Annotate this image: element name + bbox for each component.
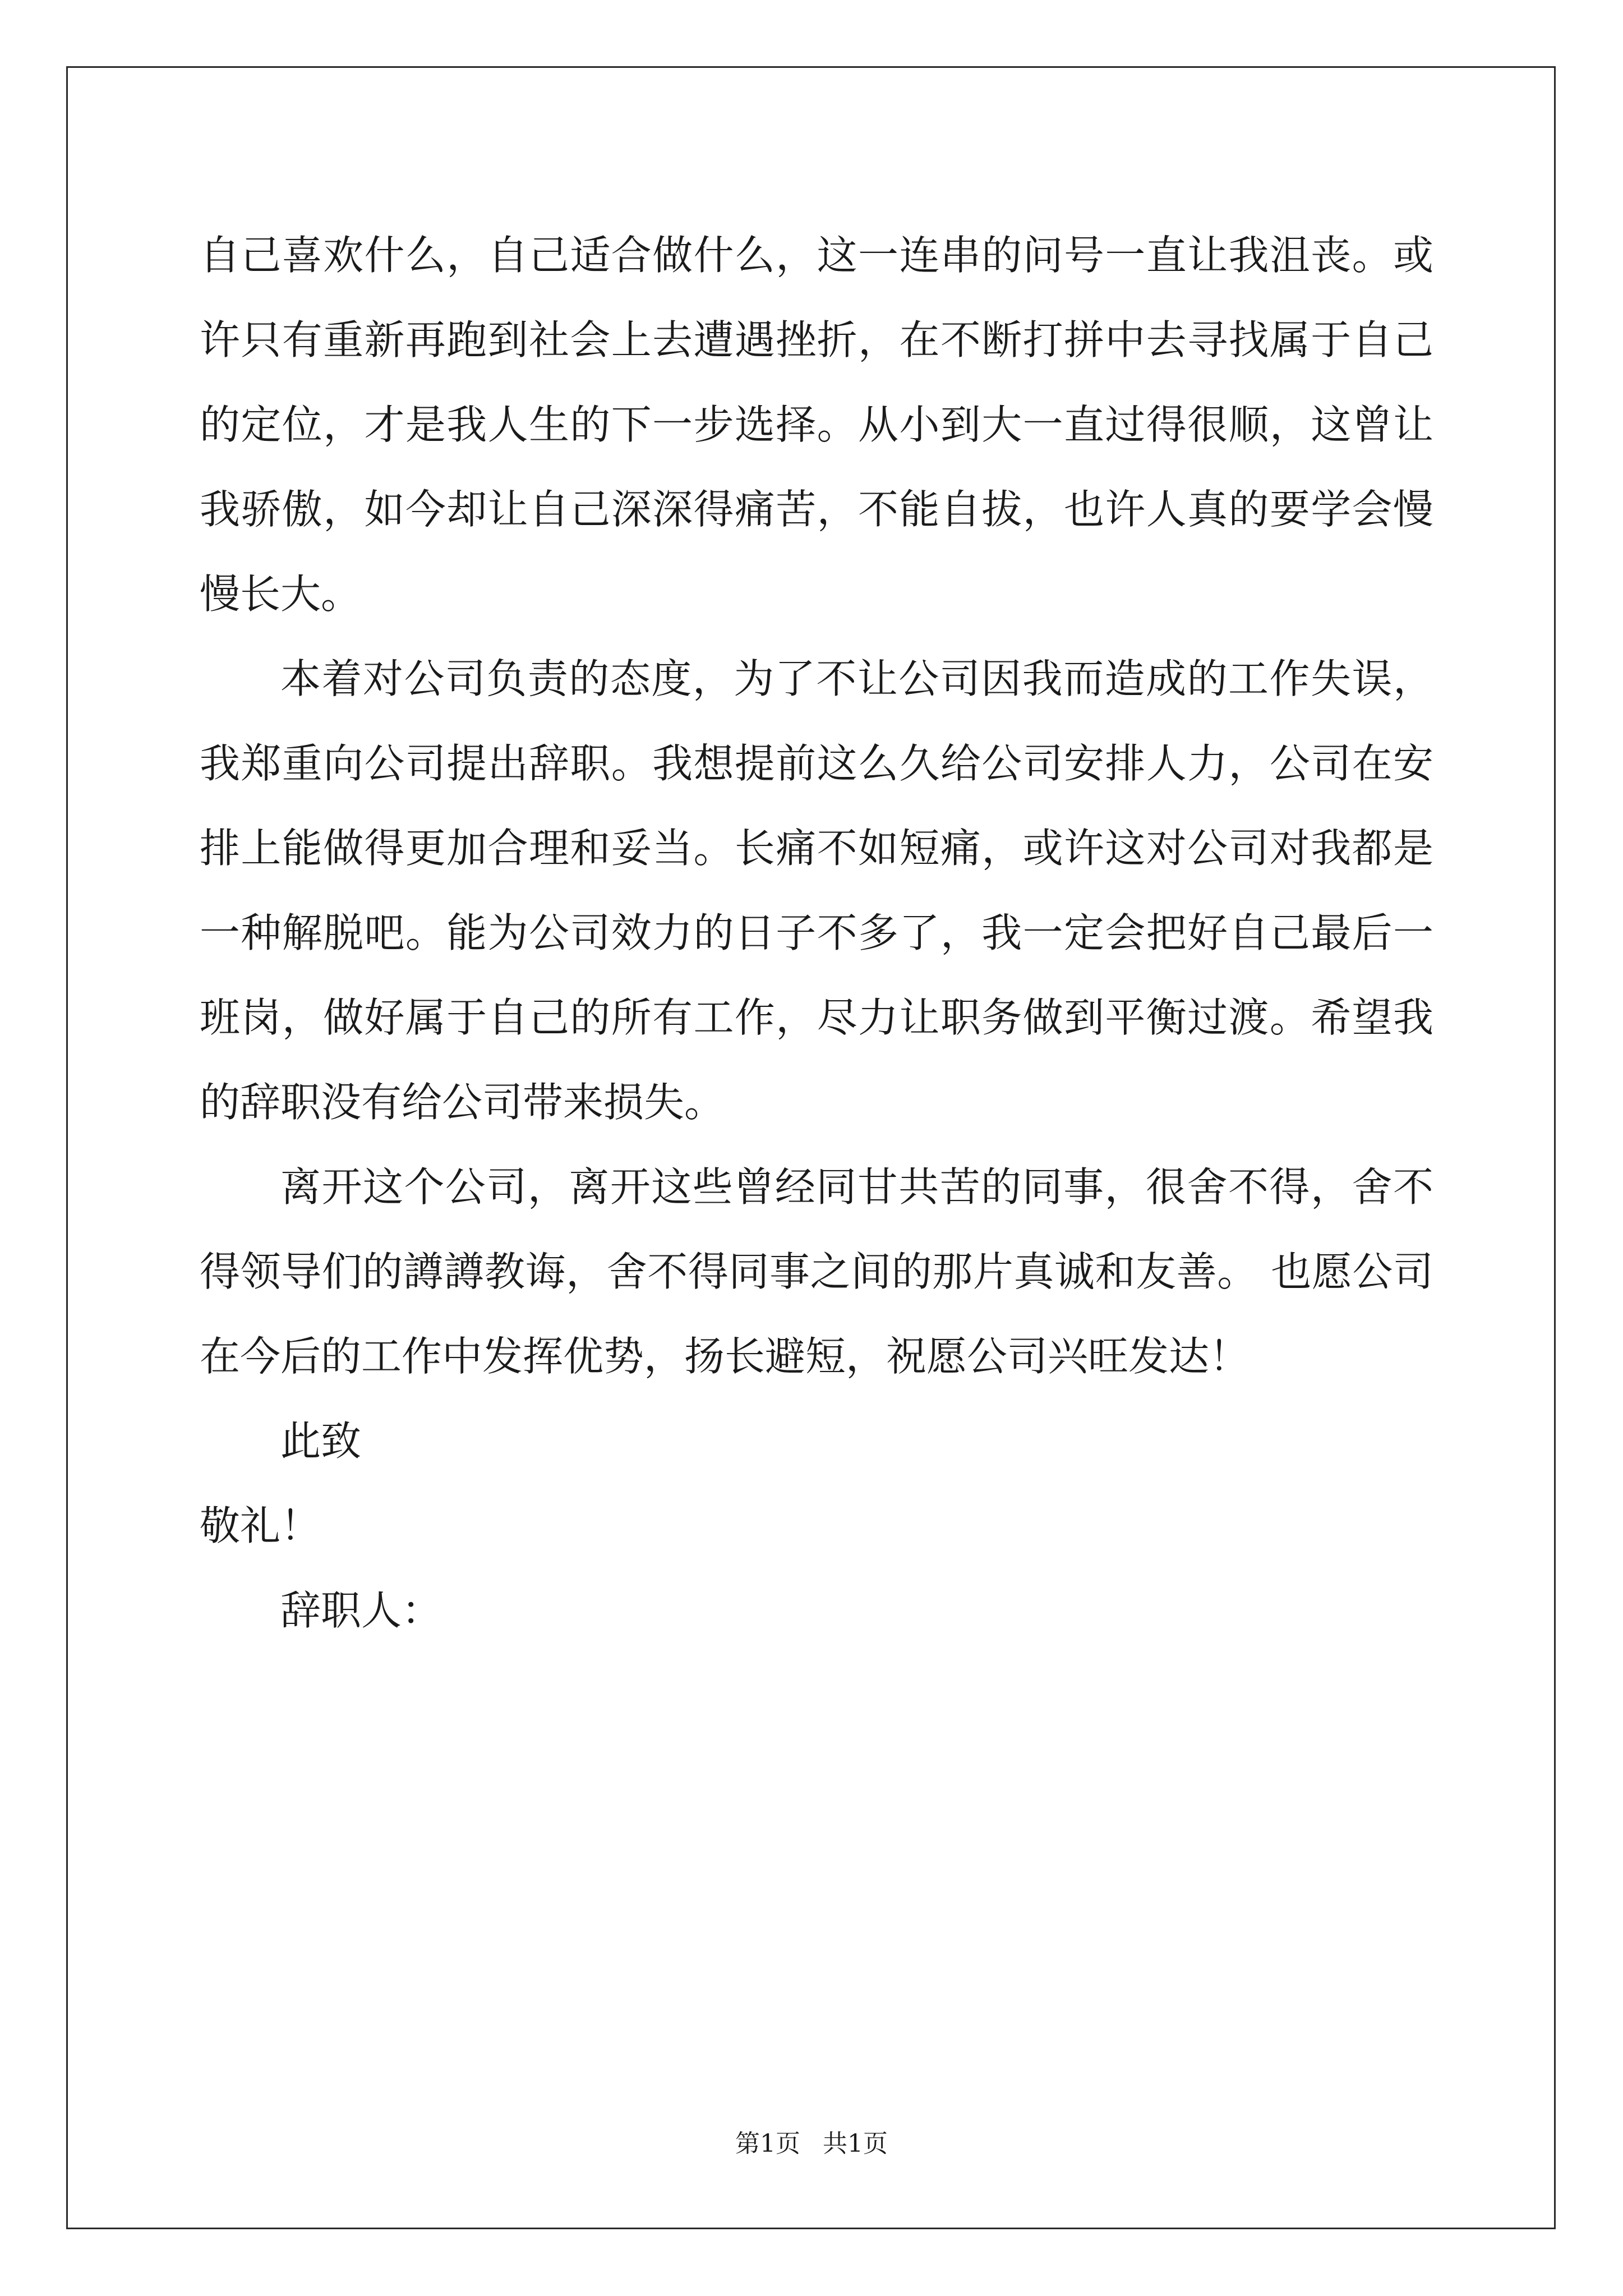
page-footer [0, 2127, 1623, 2161]
paragraph-3: 离开这个公司，离开这些曾经同甘共苦的同事，很舍不得，舍不得领导们的譐譐教诲，舍不得同事之间的那片真诚和友善。 也愿公司在今后的工作中发挥优势，扬长避短，祝愿公司兴旺发达！ [200, 1163, 1433, 1380]
closing-salutation: 此致 [280, 1418, 362, 1465]
closing-regards: 敬礼！ [200, 1502, 321, 1549]
signature-label: 辞职人： [280, 1587, 442, 1634]
page-number-current: 第1页 [735, 2129, 800, 2158]
paragraph-2: 本着对公司负责的态度，为了不让公司因我而造成的工作失误，我郑重向公司提出辞职。我想提前这么久给公司安排人力，公司在安排上能做得更加合理和妥当。长痛不如短痛，或许这对公司对我都是一种解脱吧。能为公司效力的日子不多了，我一定会把好自己最后一班岗，做好属于自己的所有工作，尽力让职务做到平衡过渡。希望我的辞职没有给公司带来损失。 [200, 655, 1433, 1126]
page-number-total: 共1页 [823, 2129, 888, 2158]
paragraph-1: 自己喜欢什么，自己适合做什么，这一连串的问号一直让我沮丧。或许只有重新再跑到社会上去遭遇挫折，在不断打拼中去寻找属于自己的定位，才是我人生的下一步选择。从小到大一直过得很顺，这曾让我骄傲，如今却让自己深深得痛苦，不能自拔，也许人真的要学会慢慢长大。 [200, 232, 1433, 618]
letter-body [200, 213, 1433, 1653]
